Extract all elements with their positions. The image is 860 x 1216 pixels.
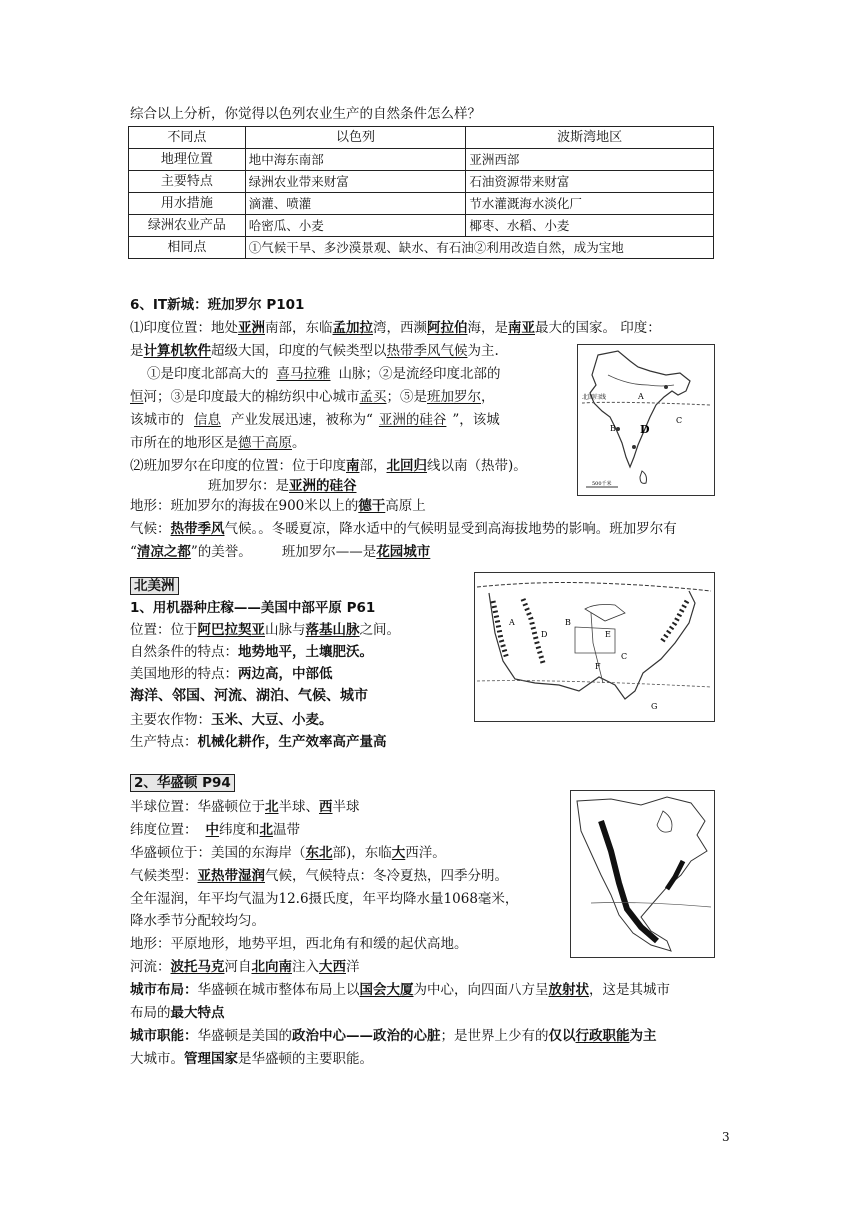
text: 华盛顿是美国的 [197, 1028, 292, 1044]
text: 高原上 [385, 498, 426, 514]
na-line-2 [130, 642, 373, 662]
map-label-b: B [610, 424, 616, 433]
answer: 行政职能 [575, 1028, 630, 1044]
text: 之间。 [359, 622, 400, 638]
table-header: 以色列 [245, 127, 466, 149]
intro-question: 综合以上分析，你觉得以色列农业生产的自然条件怎么样？ [130, 106, 481, 122]
text: 城市布局： [130, 982, 198, 998]
na-line-1 [130, 620, 400, 640]
text: ⑵班加罗尔在印度的位置：位于印度 [130, 458, 346, 474]
mississippi-river [591, 613, 603, 683]
map-label-a: A [509, 618, 515, 627]
answer: 两边高，中部低 [238, 666, 333, 682]
text: 气候。。冬暖夏凉，降水适中的气候明显受到高海拔地势的影响。班加罗尔有 [224, 521, 677, 537]
map-label-e: E [605, 630, 611, 639]
text: 温带 [273, 822, 300, 838]
text: 该城市的 [130, 412, 184, 428]
tropic-label: 北回归线 [582, 394, 607, 401]
table-cell: 哈密瓜、小麦 [245, 215, 466, 237]
table-row [129, 215, 714, 237]
map-label-d: D [640, 423, 650, 436]
text: 部)，东临 [332, 845, 392, 861]
dc-title-label: 2、华盛顿 P94 [130, 774, 235, 792]
answer: 喜马拉雅 [276, 366, 331, 382]
text: 气候： [130, 521, 171, 537]
text: 河流： [130, 959, 171, 975]
row-label: 用水措施 [129, 193, 246, 215]
text: 河自 [224, 959, 252, 975]
text: 城市职能： [130, 1028, 198, 1044]
dc-line-5: 全年湿润，年平均气温为12.6摄氏度，年平均降水量1068毫米， [130, 891, 519, 907]
answer: 阿拉伯 [427, 320, 468, 336]
text: 山脉；②是流经印度北部的 [338, 366, 501, 382]
text: 为中心，向四面八方呈 [413, 982, 549, 998]
answer: 孟加拉 [332, 320, 373, 336]
india-outline [590, 351, 690, 467]
text: 美国地形的特点： [130, 666, 238, 682]
text: 地形：班加罗尔的海拔在900米以上的 [130, 498, 359, 514]
text: ”，该城 [452, 412, 500, 428]
tropic-line [582, 402, 710, 405]
india-map [577, 344, 715, 496]
row-label: 绿洲农业产品 [129, 215, 246, 237]
answer: 亚洲的硅谷 [289, 478, 357, 494]
text: 洋 [346, 959, 360, 975]
text: ，这是其城市 [589, 982, 670, 998]
answer: 北 [259, 822, 273, 838]
na-title-1: 1、用机器种庄稼——美国中部平原 P61 [130, 600, 376, 616]
text: 生产特点： [130, 734, 198, 750]
table-cell: 节水灌溉海水淡化厂 [466, 193, 714, 215]
table-cell: 石油资源带来财富 [466, 171, 714, 193]
answer: 波托马克 [170, 959, 225, 975]
text: 华盛顿位于：美国的东海岸（ [130, 845, 306, 861]
na-line-4: 海洋、邻国、河流、湖泊、气候、城市 [130, 688, 368, 704]
answer: 地势地平，土壤肥沃。 [238, 644, 373, 660]
s6-line-1 [130, 318, 661, 338]
table-row [129, 149, 714, 171]
answer: 德干 [358, 498, 386, 514]
border-line [477, 583, 711, 592]
comparison-table [128, 126, 714, 259]
text: ；是世界上少有的 [440, 1028, 549, 1044]
dc-line-6: 降水季节分配较均匀。 [130, 913, 265, 929]
rocky-mountains [523, 599, 543, 663]
text: 最大的国家。 印度： [535, 320, 661, 336]
table-row-common [129, 237, 714, 259]
answer: 机械化耕作，生产效率高产量高 [197, 734, 387, 750]
s6-line-9 [130, 496, 426, 516]
s6-line-5 [130, 410, 500, 430]
s6-line-3 [147, 364, 501, 384]
dc-title [130, 773, 235, 793]
answer: 恒 [130, 389, 144, 405]
dc-line-1 [130, 797, 360, 817]
answer: 最大特点 [170, 1005, 225, 1021]
answer: 孟买 [359, 389, 387, 405]
text: 班加罗尔——是 [281, 544, 377, 560]
s6-line-8 [208, 476, 357, 496]
map-label-b: B [565, 618, 571, 627]
answer: 热带季风 [170, 521, 225, 537]
dc-line-11 [130, 1026, 657, 1046]
answer: 大西 [319, 959, 346, 975]
text: 海，是 [467, 320, 508, 336]
answer: 亚热带湿润 [197, 868, 265, 884]
map-label-c: C [621, 652, 628, 661]
answer: 信息 [194, 412, 221, 428]
answer: 国会大厦 [359, 982, 414, 998]
s6-line-11 [130, 542, 430, 562]
answer: 仅以 [548, 1028, 576, 1044]
text: 市所在的地形区是 [130, 435, 238, 451]
table-cell: 绿洲农业带来财富 [245, 171, 466, 193]
india-map-svg [578, 345, 714, 495]
map-label-a: A [638, 392, 644, 401]
answer: 阿巴拉契亚 [197, 622, 265, 638]
table-row [129, 171, 714, 193]
table-header-row [129, 127, 714, 149]
table-header: 波斯湾地区 [466, 127, 714, 149]
text: 线以南（热带)。 [427, 458, 527, 474]
dc-line-3 [130, 843, 446, 863]
na-line-3 [130, 664, 333, 684]
page-number: 3 [722, 1130, 730, 1144]
table-cell: 亚洲西部 [466, 149, 714, 171]
table-cell: 地中海东南部 [245, 149, 466, 171]
text: 是华盛顿的主要职能。 [238, 1051, 373, 1067]
western-cordillera [601, 821, 657, 941]
row-label: 地理位置 [129, 149, 246, 171]
map-label-g: G [651, 702, 658, 711]
text: 气候类型： [130, 868, 198, 884]
us-outline [489, 591, 695, 699]
text: 为主. [467, 343, 499, 359]
text: ， [481, 389, 495, 405]
answer: 南亚 [508, 320, 535, 336]
s6-line-10 [130, 519, 677, 539]
answer: 政治中心——政治的心脏 [292, 1028, 441, 1044]
north-america-map [570, 790, 715, 958]
text: 半球、 [278, 799, 319, 815]
table-header: 不同点 [129, 127, 246, 149]
text: ；⑤是 [386, 389, 427, 405]
dc-line-2 [130, 820, 300, 840]
answer: 西 [319, 799, 333, 815]
answer: 放射状 [548, 982, 589, 998]
north-america-map-svg [571, 791, 714, 957]
answer: 南 [346, 458, 360, 474]
text: 大城市。 [130, 1051, 184, 1067]
table-cell-common: ①气候干旱、多沙漠景观、缺水、有石油②利用改造自然，成为宝地 [245, 237, 713, 259]
text: 是 [130, 343, 144, 359]
river-line [608, 375, 674, 386]
map-label-c: C [676, 416, 683, 425]
answer: 中 [205, 822, 219, 838]
us-map-svg [475, 573, 714, 721]
dc-line-7: 地形：平原地形，地势平坦，西北角有和缓的起伏高地。 [130, 936, 468, 952]
answer: 大 [391, 845, 406, 861]
answer: 班加罗尔 [427, 389, 481, 405]
text: 位置：位于 [130, 622, 198, 638]
table-row [129, 193, 714, 215]
text: 西洋。 [405, 845, 446, 861]
na-line-6 [130, 732, 387, 752]
dc-line-12 [130, 1049, 373, 1069]
text: 南部，东临 [265, 320, 333, 336]
answer: 管理国家 [184, 1051, 238, 1067]
tropic-line [477, 681, 711, 687]
text: 华盛顿在城市整体布局上以 [197, 982, 360, 998]
dc-line-9 [130, 980, 670, 1000]
text: 部， [359, 458, 387, 474]
city-dot [664, 385, 668, 389]
text: 河；③是印度最大的棉纺织中心城市 [143, 389, 360, 405]
city-dot [616, 427, 620, 431]
table-cell: 椰枣、水稻、小麦 [466, 215, 714, 237]
answer: 花园城市 [376, 544, 431, 560]
appalachian-mountains [661, 601, 687, 643]
s6-line-6 [130, 433, 306, 453]
answer: 东北 [305, 845, 333, 861]
region-title [130, 576, 179, 596]
table-cell: 滴灌、喷灌 [245, 193, 466, 215]
text: 产业发展迅速，被称为“ [231, 412, 373, 428]
text: 半球位置：华盛顿位于 [130, 799, 265, 815]
text: 。 [292, 435, 306, 451]
answer: 德干高原 [238, 435, 292, 451]
city-dot [632, 445, 636, 449]
answer: 热带季风气候 [386, 343, 468, 359]
text: 气候，气候特点：冬冷夏热，四季分明。 [265, 868, 508, 884]
answer: 为主 [629, 1028, 657, 1044]
us-map [474, 572, 715, 722]
answer: 清凉之都 [136, 544, 191, 560]
answer: 北 [265, 799, 279, 815]
s6-line-4 [130, 387, 495, 407]
text: ⑴印度位置：地处 [130, 320, 238, 336]
dc-line-8 [130, 957, 360, 977]
hudson-bay [657, 811, 672, 832]
text: 纬度位置： [130, 822, 198, 838]
text: 自然条件的特点： [130, 644, 238, 660]
dc-line-4 [130, 866, 508, 886]
answer: 落基山脉 [305, 622, 360, 638]
text: 山脉与 [265, 622, 306, 638]
region-label: 北美洲 [130, 577, 179, 595]
answer: 北向南 [251, 959, 292, 975]
text: 纬度和 [219, 822, 260, 838]
text: 湾，西濒 [373, 320, 427, 336]
answer: 北回归 [386, 458, 427, 474]
text: ①是印度北部高大的 [147, 366, 269, 382]
text: ”的美誉。 [190, 544, 252, 560]
sri-lanka-outline [640, 471, 647, 483]
na-line-5 [130, 710, 333, 730]
row-label: 主要特点 [129, 171, 246, 193]
answer: 亚洲 [238, 320, 265, 336]
section-6-title: 6、IT新城：班加罗尔 P101 [130, 297, 305, 313]
s6-line-2 [130, 341, 499, 361]
text: 班加罗尔：是 [208, 478, 289, 494]
scale-label: 500千米 [592, 481, 612, 487]
map-label-d: D [541, 630, 548, 639]
answer: 玉米、大豆、小麦。 [211, 712, 333, 728]
answer: 计算机软件 [143, 343, 211, 359]
text: 半球 [332, 799, 360, 815]
text: “ [130, 544, 137, 560]
answer: 亚洲的硅谷 [378, 412, 447, 428]
map-label-f: F [595, 662, 601, 671]
text: 布局的 [130, 1005, 171, 1021]
text: 主要农作物： [130, 712, 211, 728]
text: 超级大国，印度的气候类型以 [211, 343, 387, 359]
dc-line-10 [130, 1003, 225, 1023]
row-label: 相同点 [129, 237, 246, 259]
text: 注入 [292, 959, 319, 975]
s6-line-7 [130, 456, 527, 476]
